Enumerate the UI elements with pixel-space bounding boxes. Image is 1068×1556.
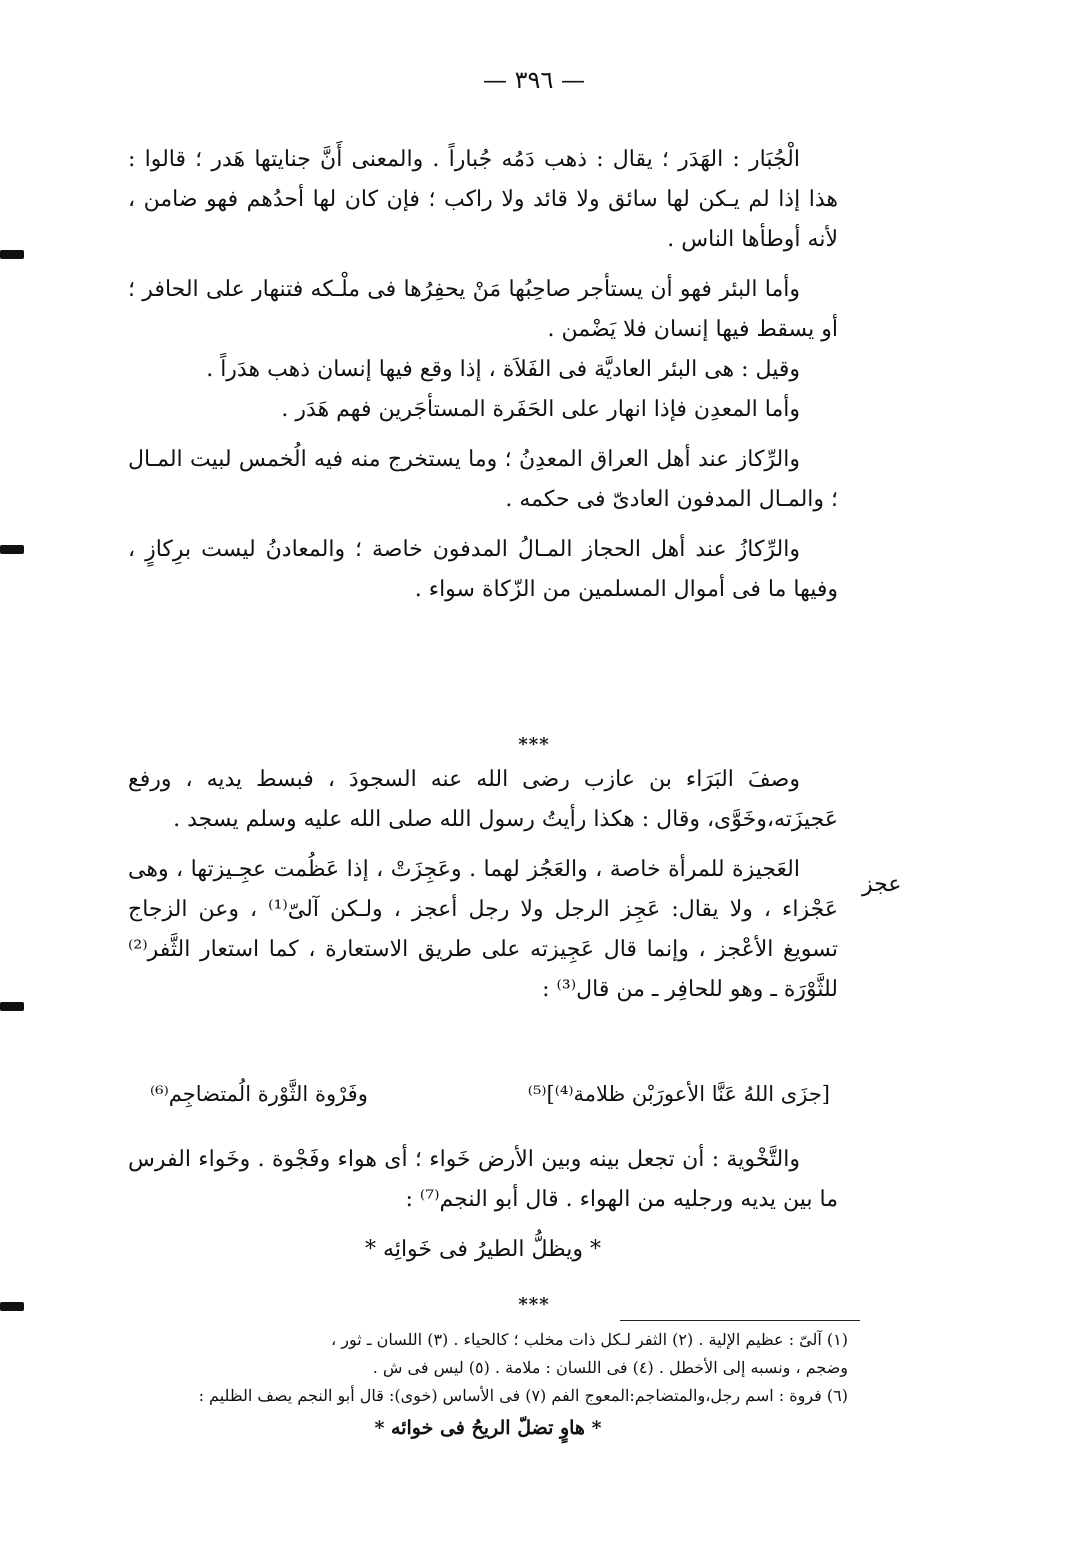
paragraph: والرِّكازُ عند أهل الحجاز المـالُ المدفون خاصة ؛ والمعادنُ ليست برِكازٍ ، وفيها ما فى أموال المسلمين من الزّكاة سواء . (128, 537, 838, 602)
verse-hemistich-left: وفَرْوة الثَّوْرة الُمتضاجِم⁽⁶⁾ (150, 1082, 368, 1106)
margin-keyword: عجز (862, 872, 902, 897)
footnote-verse: * هاوٍ تضلّ الريحُ فى خوائه * (374, 1417, 602, 1439)
paragraph: والتَّخْوية : أن تجعل بينه وبين الأرض خَواء ؛ أى هواء وفَجْوة . وخَواء الفرس ما بين يديه ورجليه من الهواء . قال أبو النجم⁽⁷⁾ : (128, 1147, 838, 1212)
footnote-line: وضجم ، ونسبه إلى الأخطل . (٤) فى اللسان : ملامة . (٥) ليس فى ش . (372, 1358, 848, 1377)
section-separator: *** (518, 734, 550, 755)
footnote-line: (٦) فروة : اسم رجل،والمتضاجم:المعوج الفم (٧) فى الأساس (خوى): قال أبو النجم يصف الظليم : (198, 1386, 848, 1405)
paragraph: العَجيزة للمرأة خاصة ، والعَجُز لهما . وعَجِزَتْ ، إذا عَظُمت عجِـيزتها ، وهى عَجْزاء ، ولا يقال: عَجِز الرجل ولا رجل أعجز ، ولـكن آلىّ⁽¹⁾ ، وعن الزجاج تسويغ الأعْجز ، وإنما قال عَجِيزته على طريق الاستعارة ، كما استعار الثَّفر⁽²⁾ للثَّوْرَة ـ وهو للحافِر ـ من قال⁽³⁾ : (128, 857, 838, 1002)
edge-mark (0, 545, 24, 554)
paragraph: وصفَ البَرَاء بن عازب رضى الله عنه السجودَ ، فبسط يديه ، ورفع عَجيزَته،وخَوَّى، وقال : هكذا رأيتُ رسول الله صلى الله عليه وسلم يسجد . (128, 767, 838, 832)
edge-mark (0, 250, 24, 259)
page-number: — ٣٩٦ — (483, 66, 585, 94)
top-section (128, 140, 838, 610)
paragraph: والرِّكاز عند أهل العراق المعدِنُ ؛ وما يستخرج منه فيه الُخمس لبيت المـال ؛ والمـال المدفون العادىّ فى حكمه . (128, 447, 838, 512)
footnote-rule (620, 1320, 860, 1321)
footnotes (128, 1326, 848, 1442)
verse-line: * ويظلُّ الطيرُ فى خَوائِه * (365, 1237, 601, 1262)
paragraph: الْجُبَار : الهَدَر ؛ يقال : ذهب دَمُه جُباراً . والمعنى أَنَّ جنايتها هَدر ؛ قالوا : هذا إذا لم يـكن لها سائق ولا قائد ولا راكب ؛ فإن كان لها أحدُهم فهو ضامن ، لأنه أوطأها الناس . (128, 147, 838, 252)
footnote-line: (١) آلىّ : عظيم الإلية . (٢) الثفر لـكل ذات مخلب ؛ كالحياء . (٣) اللسان ـ ثور ، (331, 1330, 848, 1349)
edge-mark (0, 1002, 24, 1011)
poetry-verse (150, 1082, 830, 1106)
lower-section (128, 1140, 838, 1270)
paragraph: وأما المعدِن فإذا انهار على الحَفَرة المستأجَرين فهم هَدَر . (281, 397, 800, 422)
verse-hemistich-right: [جزَى اللهُ عَنَّا الأعورَبْن ظلامة⁽⁴⁾]⁽⁵⁾ (527, 1082, 830, 1106)
paragraph: وقيل : هى البئر العاديَّة فى الفَلاَة ، إذا وقع فيها إنسان ذهب هدَراً . (206, 357, 800, 382)
section-separator: *** (518, 1294, 550, 1315)
paragraph: وأما البئر فهو أن يستأجر صاحِبُها مَنْ يحفِرُها فى ملْـكه فتنهار على الحافر ؛ أو يسقط فيها إنسان فلا يَضْمن . (128, 277, 838, 342)
middle-section (128, 760, 838, 1010)
